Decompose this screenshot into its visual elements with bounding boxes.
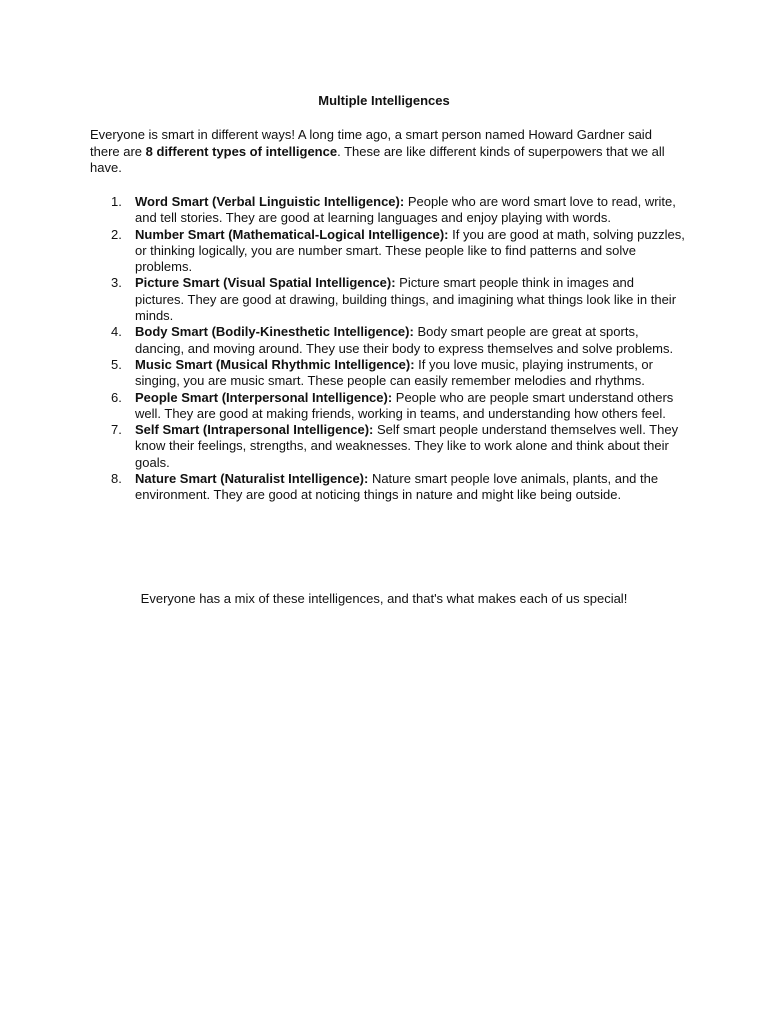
intelligence-list	[90, 194, 685, 504]
list-item-description: People who are people smart understand others well. They are good at making friends, working in teams, and understanding how others feel.	[135, 389, 674, 421]
list-item-term: Nature Smart (Naturalist Intelligence):	[135, 471, 369, 487]
list-item-term: Self Smart (Intrapersonal Intelligence):	[135, 422, 374, 438]
list-item-term: Body Smart (Bodily-Kinesthetic Intelligence):	[135, 324, 414, 340]
list-item	[90, 194, 685, 227]
list-item-description: Nature smart people love animals, plants, and the environment. They are good at noticing things in nature and might like being outside.	[135, 471, 659, 503]
list-item-term: People Smart (Interpersonal Intelligence):	[135, 389, 393, 405]
list-item-number: 6.	[111, 389, 122, 405]
list-item-term: Music Smart (Musical Rhythmic Intelligence):	[135, 356, 415, 372]
intro-text-end: . These are like different kinds of superpowers that we all have.	[90, 143, 665, 175]
list-item	[90, 227, 685, 276]
list-item-term: Number Smart (Mathematical-Logical Intelligence):	[135, 226, 449, 242]
list-item-description: People who are word smart love to read, write, and tell stories. They are good at learning languages and enjoy playing with words.	[135, 194, 676, 226]
list-item	[90, 471, 685, 504]
intro-text-bold: 8 different types of intelligence	[145, 143, 338, 159]
list-item	[90, 324, 685, 357]
closing-sentence: Everyone has a mix of these intelligences, and that's what makes each of us special!	[140, 591, 628, 606]
list-item-description: Body smart people are great at sports, dancing, and moving around. They use their body to express themselves and solve problems.	[135, 324, 674, 356]
list-item-number: 2.	[111, 226, 122, 242]
list-item	[90, 390, 685, 423]
intro-text-start: Everyone is smart in different ways! A long time ago, a smart person named Howard Gardner said there are	[90, 127, 652, 159]
list-item-description: If you are good at math, solving puzzles, or thinking logically, you are number smart. These people like to find patterns and solve problems.	[135, 226, 685, 275]
list-item-number: 4.	[111, 324, 122, 340]
list-item-description: Self smart people understand themselves well. They know their feelings, strengths, and weaknesses. They like to work alone and think about their goals.	[135, 422, 679, 470]
list-item-number: 1.	[111, 194, 122, 209]
list-item-term: Picture Smart (Visual Spatial Intelligence):	[135, 275, 396, 291]
intro-paragraph	[90, 127, 680, 177]
list-item-number: 7.	[111, 422, 122, 438]
list-item-number: 3.	[111, 275, 122, 291]
list-item-number: 8.	[111, 471, 122, 487]
list-item	[90, 275, 685, 324]
list-item-description: If you love music, playing instruments, or singing, you are music smart. These people can easily remember melodies and rhythms.	[135, 356, 653, 389]
list-item-term: Word Smart (Verbal Linguistic Intelligence):	[135, 194, 405, 209]
list-item-description: Picture smart people think in images and pictures. They are good at drawing, building things, and imagining what things look like in their minds.	[135, 275, 677, 324]
list-item	[90, 422, 685, 471]
list-item-number: 5.	[111, 356, 122, 372]
document-title: Multiple Intelligences	[318, 93, 450, 108]
list-item	[90, 357, 685, 390]
